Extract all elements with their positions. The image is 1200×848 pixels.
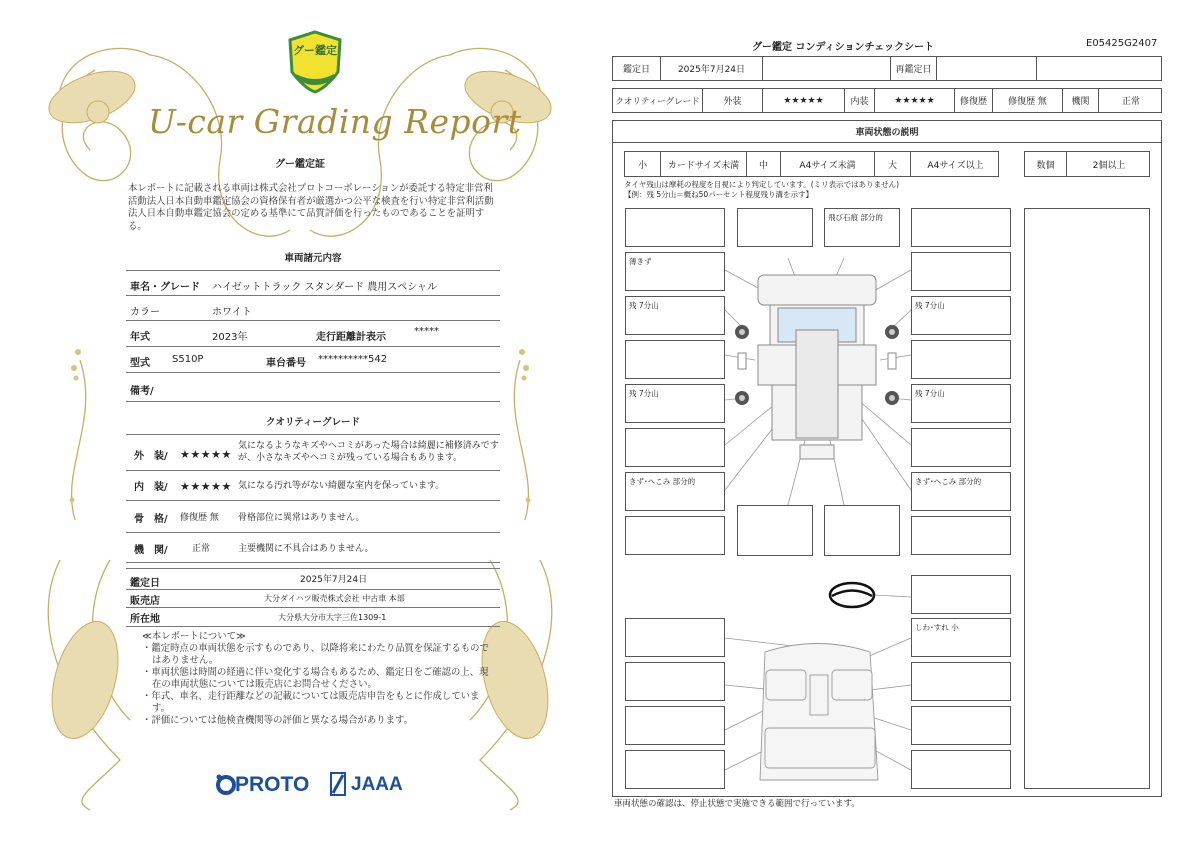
year-label: 年式 xyxy=(130,332,150,343)
legend-title: 車両状態の説明 xyxy=(613,121,1161,143)
condition-note: 残 7分山 xyxy=(629,301,659,310)
condition-box xyxy=(625,384,725,423)
condition-box xyxy=(911,340,1011,379)
proto-logo-icon xyxy=(215,773,237,797)
sheet-id: E05425G2407 xyxy=(1086,38,1158,49)
spec-section-heading: 車両諸元内容 xyxy=(284,253,342,264)
condition-box xyxy=(737,505,813,556)
spec-row-model xyxy=(126,347,500,373)
spec-row-color xyxy=(126,296,500,321)
interior-label: 内 装/ xyxy=(134,482,168,493)
condition-note: しわ･すれ 小 xyxy=(915,623,959,632)
condition-box xyxy=(824,505,900,556)
condition-box xyxy=(911,618,1011,657)
condition-box xyxy=(625,296,725,335)
legend-small-desc: カードサイズ未満 xyxy=(661,152,747,176)
sheet-title: グー鑑定 コンディションチェックシート xyxy=(752,42,935,53)
info-row-date xyxy=(126,568,500,590)
legend-small: 小 xyxy=(625,152,661,176)
condition-note: きず･へこみ 部分的 xyxy=(629,477,696,486)
remarks-label: 備考/ xyxy=(130,386,154,397)
chassis-label: 車台番号 xyxy=(266,358,306,369)
exterior-desc: 気になるようなキズやヘコミがあった場合は綺麗に補修済みですが、小さなキズやヘコミが残っている場合もあります。 xyxy=(238,441,499,463)
date-value: 2025年7月24日 xyxy=(300,575,368,585)
jaaa-logo-icon xyxy=(329,771,347,797)
condition-box xyxy=(625,472,725,511)
condition-box xyxy=(625,750,725,789)
ext-stars: ★★★★★ xyxy=(763,89,845,112)
condition-note: 残 7分山 xyxy=(915,389,945,398)
ext-label: 外装 xyxy=(703,89,763,112)
repair-value: 修復歴 無 xyxy=(993,89,1063,112)
address-value: 大分県大分市大字三佐1309-1 xyxy=(278,613,387,622)
engine-desc: 主要機関に不具合はありません。 xyxy=(238,544,374,554)
model-value: S510P xyxy=(172,354,204,365)
tire-example: 【例：残 5分山＝概ね50パーセント程度残り溝を示す】 xyxy=(624,190,814,199)
inspection-date-value: 2025年7月24日 xyxy=(661,57,763,80)
legend-mid-desc: A4サイズ未満 xyxy=(781,152,875,176)
chassis-value: **********542 xyxy=(318,354,388,365)
name-label: 車名・グレード xyxy=(130,282,200,293)
jaaa-logo-text: JAAA xyxy=(351,774,403,795)
int-stars: ★★★★★ xyxy=(875,89,955,112)
goo-kantei-badge-icon xyxy=(286,30,344,94)
engine-label: 機関 xyxy=(1063,89,1099,112)
frame-desc: 骨格部位に異常はありません。 xyxy=(238,513,365,523)
note-item: ・鑑定時点の車両状態を示すものであり、以降将来にわたり品質を保証するものではありません。 xyxy=(142,643,489,666)
condition-box xyxy=(911,750,1011,789)
info-row-shop xyxy=(126,590,500,608)
shop-label: 販売店 xyxy=(130,596,160,607)
condition-box xyxy=(625,340,725,379)
condition-box xyxy=(824,208,900,247)
inspection-date-label: 鑑定日 xyxy=(613,57,661,80)
interior-desc: 気になる汚れ等がない綺麗な室内を保っています。 xyxy=(238,481,445,491)
spec-row-remarks xyxy=(126,373,500,402)
spec-row-name xyxy=(126,270,500,296)
badge-label: グー鑑定 xyxy=(293,44,337,57)
grade-row-frame xyxy=(126,501,500,533)
condition-box xyxy=(625,706,725,745)
note-item: ・年式、車名、走行距離などの記載については販売店申告をもとに作成しています。 xyxy=(142,691,480,714)
grade-row-exterior xyxy=(126,434,500,471)
condition-box xyxy=(625,618,725,657)
report-script-title: U-car Grading Report xyxy=(148,102,522,141)
grade-row-engine xyxy=(126,533,500,563)
grade-row-interior xyxy=(126,471,500,501)
condition-box xyxy=(911,472,1011,511)
condition-note: 残 7分山 xyxy=(915,301,945,310)
exterior-label: 外 装/ xyxy=(134,451,168,462)
reinspect-label: 再鑑定日 xyxy=(891,57,937,80)
condition-box xyxy=(911,384,1011,423)
engine-value: 正常 xyxy=(1121,97,1140,107)
legend-count: 数個 xyxy=(1025,152,1067,176)
condition-box xyxy=(625,208,725,247)
grade-section-heading: クオリティーグレード xyxy=(265,417,361,428)
info-row-address xyxy=(126,608,500,627)
frame-value: 修復歴 無 xyxy=(180,513,219,523)
notes-heading: ≪本レポートについて≫ xyxy=(142,631,246,642)
legend-count-desc: 2個以上 xyxy=(1092,160,1126,171)
repair-label: 修復歴 xyxy=(955,89,993,112)
grade-label: クオリティーグレード xyxy=(613,89,703,112)
note-item: ・車両状態は時間の経過に伴い変化する場合もあるため、鑑定日をご確認の上、現在の車両状態については販売店にお問合せください。 xyxy=(142,667,489,690)
condition-box xyxy=(911,575,1011,614)
date-label: 鑑定日 xyxy=(130,578,160,589)
color-label: カラー xyxy=(130,307,160,318)
color-value: ホワイト xyxy=(212,307,252,318)
condition-box xyxy=(625,252,725,291)
legend-mid: 中 xyxy=(747,152,781,176)
engine-label: 機 関/ xyxy=(134,545,168,556)
proto-logo-text: PROTO xyxy=(235,773,310,796)
legend-large-desc: A4サイズ以上 xyxy=(927,160,984,171)
condition-box xyxy=(911,516,1011,555)
condition-box xyxy=(737,208,813,247)
engine-value: 正常 xyxy=(192,544,211,554)
year-value: 2023年 xyxy=(212,332,248,343)
condition-box xyxy=(911,706,1011,745)
report-notes xyxy=(140,631,496,727)
sheet-footer-note: 車両状態の確認は、停止状態で実施できる範囲で行っています。 xyxy=(614,799,860,809)
shop-value: 大分ダイハツ販売株式会社 中古車 本部 xyxy=(264,594,405,603)
condition-check-sheet xyxy=(600,0,1200,848)
interior-stars: ★★★★★ xyxy=(180,480,232,493)
condition-note: 残 7分山 xyxy=(629,389,659,398)
intro-text: 本レポートに記載される車両は株式会社プロトコーポレーションが委託する特定非営利活動法人日本自動車鑑定協会の資格保有者が厳選かつ公平な検査を行い特定非営利活動法人日本自動車鑑定協会の定める基準にて品質評価を行ったものであることを証明する。 xyxy=(128,183,494,232)
address-label: 所在地 xyxy=(130,614,160,625)
mileage-label: 走行距離計表示 xyxy=(316,332,386,343)
condition-box xyxy=(911,662,1011,701)
tire-note: タイヤ残山は摩耗の程度を目視により判定しています。(ミリ表示ではありません) xyxy=(624,180,900,189)
legend-large: 大 xyxy=(875,152,911,176)
condition-box xyxy=(625,428,725,467)
condition-box xyxy=(911,208,1011,247)
condition-note: 飛び石痕 部分的 xyxy=(828,213,883,222)
condition-box xyxy=(911,252,1011,291)
condition-note: 薄きず xyxy=(629,257,652,266)
condition-box xyxy=(625,662,725,701)
certificate-title: グー鑑定証 xyxy=(275,159,325,170)
condition-box xyxy=(911,428,1011,467)
mileage-value: ***** xyxy=(414,326,439,337)
frame-label: 骨 格/ xyxy=(134,514,168,525)
condition-note: きず･へこみ 部分的 xyxy=(915,477,982,486)
exterior-stars: ★★★★★ xyxy=(180,448,232,461)
model-label: 型式 xyxy=(130,358,150,369)
int-label: 内装 xyxy=(845,89,875,112)
name-value: ハイゼットトラック スタンダード 農用スペシャル xyxy=(212,282,438,293)
note-item: ・評価については他検査機関等の評価と異なる場合があります。 xyxy=(142,715,413,726)
spec-row-year xyxy=(126,321,500,347)
condition-box xyxy=(911,296,1011,335)
condition-box xyxy=(625,516,725,555)
